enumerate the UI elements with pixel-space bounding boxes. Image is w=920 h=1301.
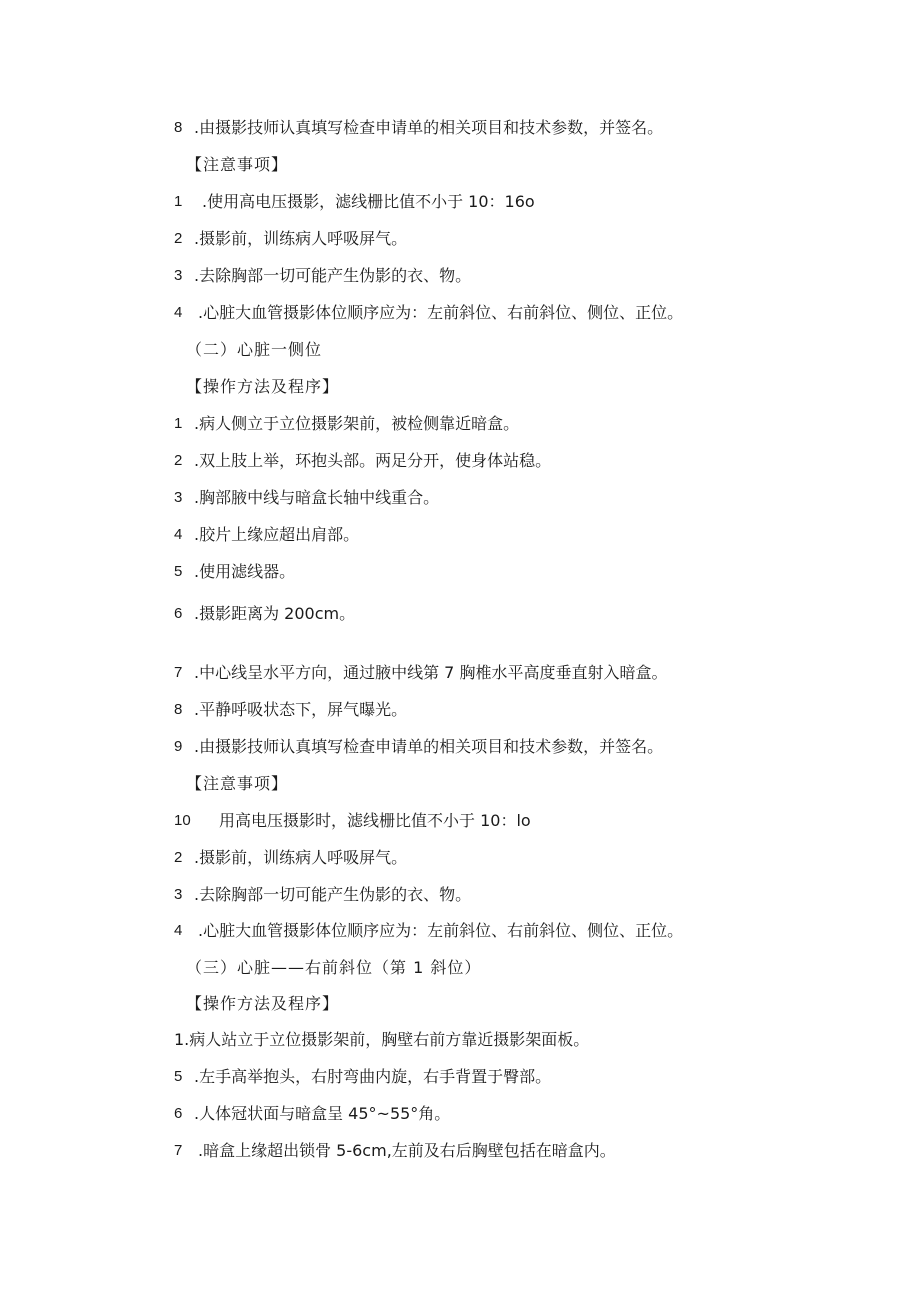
item-number: 7	[174, 1142, 183, 1159]
heading-text: 【操作方法及程序】	[186, 994, 340, 1013]
item-number: 1	[174, 415, 183, 432]
item-number: 4	[174, 526, 183, 543]
item-text: .摄影前，训练病人呼吸屏气。	[194, 848, 408, 867]
item-text: .使用滤线器。	[194, 562, 296, 581]
heading-text: 【操作方法及程序】	[186, 377, 340, 396]
item-text: .心脏大血管摄影体位顺序应为：左前斜位、右前斜位、侧位、正位。	[198, 303, 684, 322]
item-text: .胶片上缘应超出肩部。	[194, 525, 360, 544]
item-number: 6	[174, 605, 183, 622]
item-number: 2	[174, 452, 183, 469]
item-text: .中心线呈水平方向，通过腋中线第 7 胸椎水平高度垂直射入暗盒。	[194, 663, 668, 682]
item-text: .病人侧立于立位摄影架前，被检侧靠近暗盒。	[194, 414, 520, 433]
item-text: .使用高电压摄影，滤线栅比值不小于 10：16o	[202, 192, 535, 211]
item-text: .去除胸部一切可能产生伪影的衣、物。	[194, 266, 472, 285]
item-text: 用高电压摄影时，滤线栅比值不小于 10：lo	[219, 811, 531, 830]
item-number: 5	[174, 1068, 183, 1085]
item-number: 2	[174, 849, 183, 866]
item-text: .平静呼吸状态下，屏气曝光。	[194, 700, 408, 719]
item-text: .暗盒上缘超出锁骨 5-6cm,左前及右后胸壁包括在暗盒内。	[198, 1141, 616, 1160]
item-number: 3	[174, 886, 183, 903]
heading-text: 【注意事项】	[186, 774, 289, 793]
item-text: .去除胸部一切可能产生伪影的衣、物。	[194, 885, 472, 904]
item-number: 7	[174, 664, 183, 681]
heading-text: （三）心脏——右前斜位（第 1 斜位）	[186, 958, 482, 977]
item-number: 5	[174, 563, 183, 580]
item-number: 9	[174, 738, 183, 755]
item-text: .摄影距离为 200cm。	[194, 604, 356, 623]
item-text: .摄影前，训练病人呼吸屏气。	[194, 229, 408, 248]
item-number: 1	[174, 193, 183, 210]
item-text: .双上肢上举，环抱头部。两足分开，使身体站稳。	[194, 451, 552, 470]
item-number: 3	[174, 267, 183, 284]
item-text: 1.病人站立于立位摄影架前，胸壁右前方靠近摄影架面板。	[174, 1030, 590, 1049]
item-text: .心脏大血管摄影体位顺序应为：左前斜位、右前斜位、侧位、正位。	[198, 921, 684, 940]
item-text: .由摄影技师认真填写检查申请单的相关项目和技术参数，并签名。	[194, 737, 664, 756]
item-text: .人体冠状面与暗盒呈 45°~55°角。	[194, 1104, 451, 1123]
item-number: 4	[174, 304, 183, 321]
item-text: .胸部腋中线与暗盒长轴中线重合。	[194, 488, 440, 507]
heading-text: （二）心脏一侧位	[186, 340, 323, 359]
item-number: 2	[174, 230, 183, 247]
item-number: 4	[174, 922, 183, 939]
item-number: 3	[174, 489, 183, 506]
item-text: .由摄影技师认真填写检查申请单的相关项目和技术参数，并签名。	[194, 118, 664, 137]
item-number: 8	[174, 119, 183, 136]
item-number: 6	[174, 1105, 183, 1122]
heading-text: 【注意事项】	[186, 155, 289, 174]
item-text: .左手高举抱头，右肘弯曲内旋，右手背置于臀部。	[194, 1067, 552, 1086]
item-number: 10	[174, 812, 191, 829]
item-number: 8	[174, 701, 183, 718]
